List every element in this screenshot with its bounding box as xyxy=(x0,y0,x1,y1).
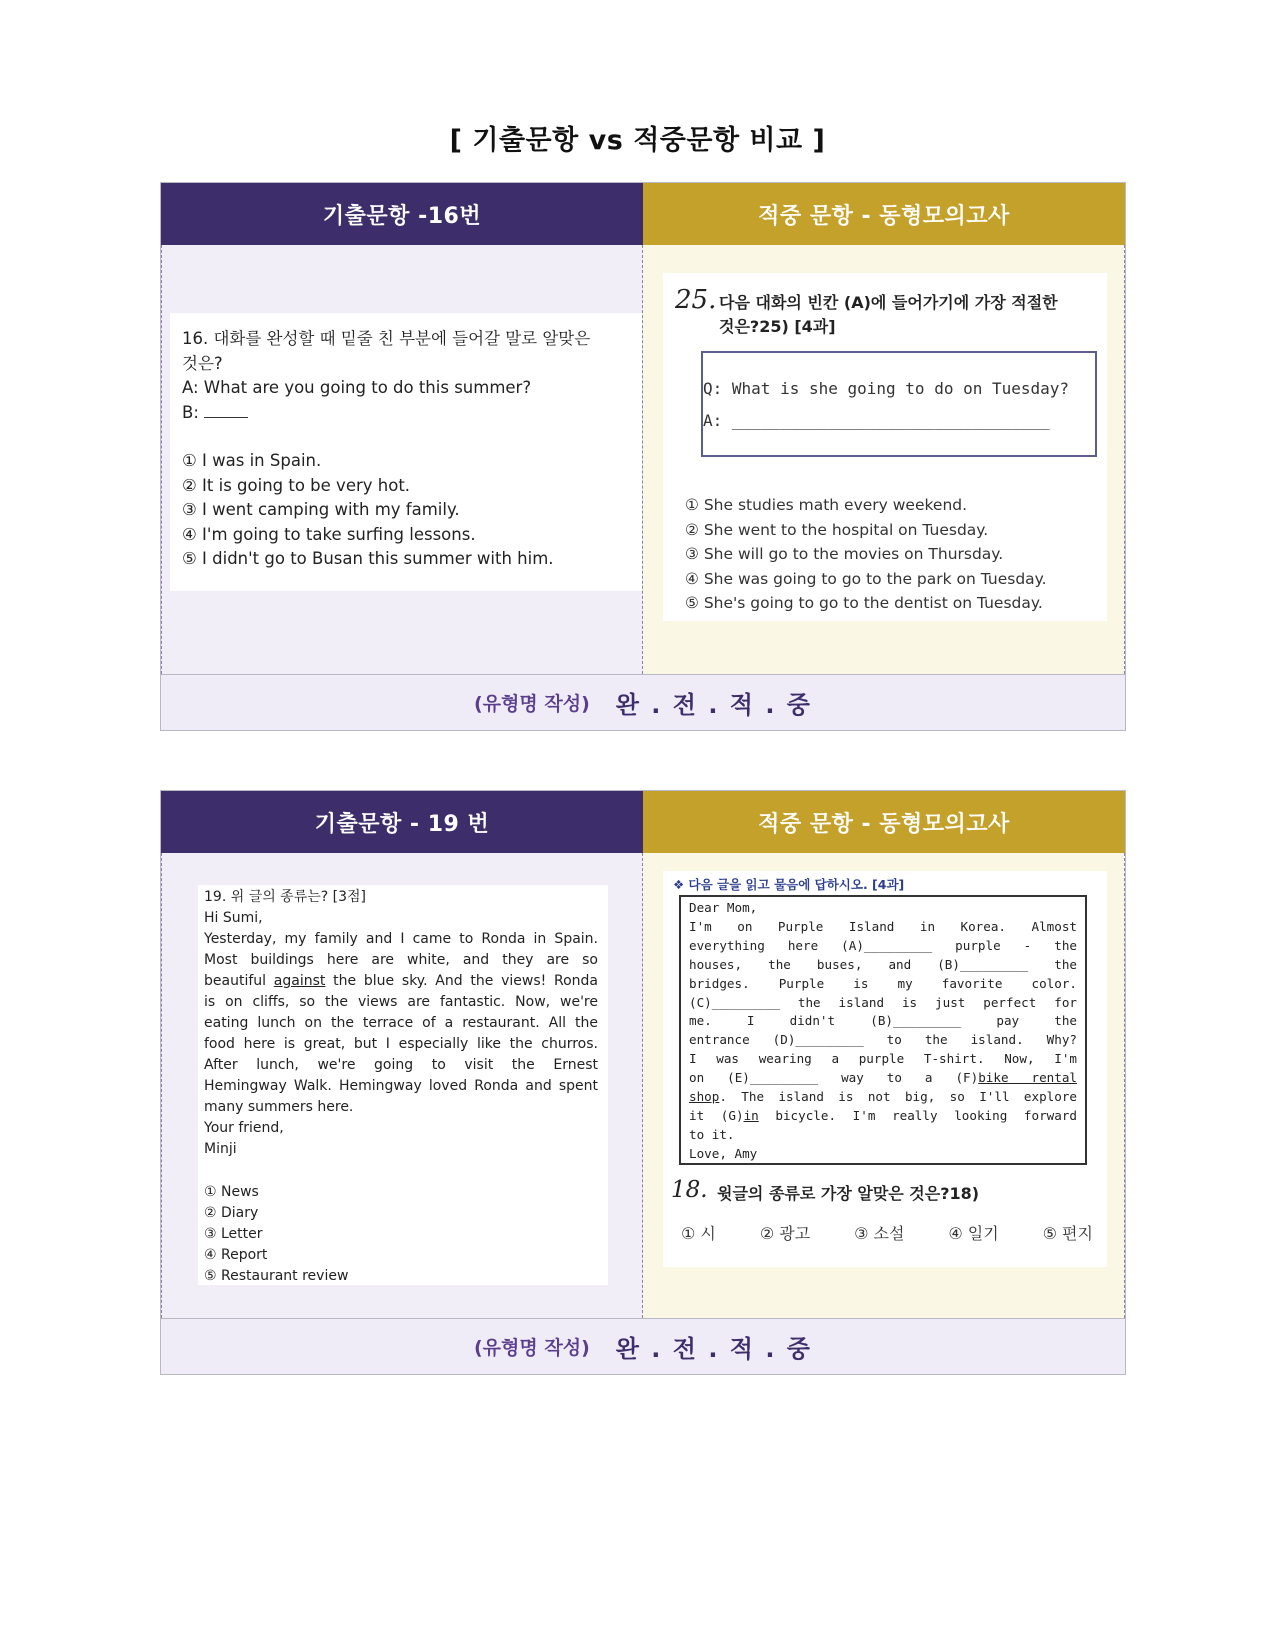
letter-line: Hemingway Walk. Hemingway loved Ronda and spent xyxy=(204,1078,598,1094)
dialog-question: Q: What is she going to do on Tuesday? xyxy=(703,379,1070,398)
option: ③ Letter xyxy=(204,1226,263,1242)
letter-greeting: Hi Sumi, xyxy=(204,910,263,926)
dialog-answer: A: _________________________________ xyxy=(703,411,1050,430)
letter-line: Love, Amy xyxy=(689,1145,758,1161)
letter-line: is on cliffs, so the views are fantastic. Now, we're xyxy=(204,994,598,1010)
letter-line: houses, the buses, and (B)_________ the xyxy=(689,956,1077,972)
type-label: (유형명 작성) xyxy=(474,693,590,715)
underlined-word: in xyxy=(743,1107,759,1123)
option: ① She studies math every weekend. xyxy=(685,496,968,514)
letter-line: entrance (D)_________ to the island. Why? xyxy=(689,1032,1077,1048)
hit-question-card xyxy=(663,871,1107,1267)
comparison-table-1 xyxy=(160,182,1126,731)
option: ③ She will go to the movies on Thursday. xyxy=(685,545,1004,563)
option: ② It is going to be very hot. xyxy=(182,475,411,495)
hit-header: 적중 문항 - 동형모의고사 xyxy=(643,791,1125,853)
question-number: 18. xyxy=(671,1177,708,1203)
exam-cell xyxy=(161,245,643,674)
letter-line: it (G)in bicycle. I'm really looking forward xyxy=(689,1107,1077,1123)
hit-header: 적중 문항 - 동형모의고사 xyxy=(643,183,1125,245)
letter-line: Dear Mom, xyxy=(689,900,758,915)
exam-question-card xyxy=(198,885,608,1285)
question-stem: 다음 대화의 빈칸 (A)에 들어가기에 가장 적절한 것은?25) [4과] xyxy=(719,293,1058,336)
exam-header: 기출문항 - 19 번 xyxy=(161,791,643,853)
exam-question-card xyxy=(170,313,642,591)
question-line xyxy=(182,401,642,426)
option: ⑤ I didn't go to Busan this summer with him. xyxy=(182,549,554,568)
option: ③ 소설 xyxy=(854,1224,905,1243)
option: ② Diary xyxy=(204,1205,259,1221)
letter-signature: Minji xyxy=(204,1141,237,1157)
question-line: 것은? xyxy=(182,353,223,373)
option: ② 광고 xyxy=(759,1224,811,1243)
option: ① 시 xyxy=(681,1224,716,1243)
letter-line: shop. The island is not big, so I'll explore xyxy=(689,1089,1077,1105)
options-list xyxy=(685,493,1047,616)
question-stem: 윗글의 종류로 가장 알맞은 것은?18) xyxy=(717,1184,980,1203)
type-label: (유형명 작성) xyxy=(474,1337,590,1359)
footer-row xyxy=(161,1318,1125,1374)
answer-blank xyxy=(204,406,248,418)
hit-cell xyxy=(643,853,1125,1318)
header-row xyxy=(161,791,1125,853)
option: ① I was in Spain. xyxy=(182,451,322,470)
letter-line: bridges. Purple is my favorite color. xyxy=(689,975,1077,991)
letter-line: I was wearing a purple T-shirt. Now, I'm xyxy=(689,1051,1077,1067)
option: ② She went to the hospital on Tuesday. xyxy=(685,520,989,539)
comparison-table-2 xyxy=(160,790,1126,1375)
underlined-word: shop xyxy=(689,1089,720,1105)
letter-line: beautiful against the blue sky. And the views! Ronda xyxy=(204,973,599,989)
letter-line: on (E)_________ way to a (F)bike rental xyxy=(689,1070,1077,1086)
speaker-b: B: xyxy=(182,402,199,422)
hit-cell xyxy=(643,245,1125,674)
letter-box xyxy=(679,895,1087,1165)
letter-line: After lunch, we're going to visit the Ernest xyxy=(204,1057,598,1073)
body-row xyxy=(161,245,1125,674)
option: ① News xyxy=(204,1184,259,1200)
question-line: A: What are you going to do this summer? xyxy=(182,378,532,397)
option: ④ She was going to go to the park on Tuesday. xyxy=(685,569,1047,588)
letter-line: food here is great, but I especially like the churros. xyxy=(204,1036,598,1052)
page-title: [ 기출문항 vs 적중문항 비교 ] xyxy=(449,125,826,156)
letter-line: Yesterday, my family and I came to Ronda in Spain. xyxy=(204,931,598,947)
letter-line: eating lunch on the terrace of a restaurant. All the xyxy=(204,1015,598,1031)
question-title: 19. 위 글의 종류는? [3점] xyxy=(204,889,366,905)
letter-line: I'm on Purple Island in Korea. Almost xyxy=(689,918,1077,934)
result-stamp: 완 . 전 . 적 . 중 xyxy=(615,1335,812,1363)
letter-line: many summers here. xyxy=(204,1099,354,1115)
letter-line: me. I didn't (B)_________ pay the xyxy=(689,1013,1077,1029)
letter-line: everything here (A)_________ purple - the xyxy=(689,937,1077,953)
option: ⑤ Restaurant review xyxy=(204,1268,349,1284)
letter-line: (C)_________ the island is just perfect for xyxy=(689,994,1077,1010)
underlined-phrase: bike rental xyxy=(978,1070,1077,1086)
option: ③ I went camping with my family. xyxy=(182,500,460,519)
letter-line: to it. xyxy=(689,1126,735,1142)
result-stamp: 완 . 전 . 적 . 중 xyxy=(615,691,812,719)
exam-cell xyxy=(161,853,643,1318)
exam-header: 기출문항 -16번 xyxy=(161,183,643,245)
option: ⑤ She's going to go to the dentist on Tuesday. xyxy=(685,594,1043,612)
option: ④ 일기 xyxy=(948,1224,999,1243)
question-number: 25. xyxy=(675,285,717,315)
body-row xyxy=(161,853,1125,1318)
options-list xyxy=(681,1221,1093,1244)
hit-question-card xyxy=(663,273,1107,621)
option: ④ I'm going to take surfing lessons. xyxy=(182,524,476,544)
option: ⑤ 편지 xyxy=(1042,1224,1093,1243)
letter-line: Most buildings here are white, and they are so xyxy=(204,952,598,968)
question-line: 16. 대화를 완성할 때 밑줄 친 부분에 들어갈 말로 알맞은 xyxy=(182,329,591,348)
instruction: ❖ 다음 글을 읽고 물음에 답하시오. [4과] xyxy=(673,877,905,892)
dialog-box xyxy=(701,351,1097,457)
letter-closing: Your friend, xyxy=(204,1120,284,1136)
header-row xyxy=(161,183,1125,245)
underlined-word: against xyxy=(273,973,326,989)
option: ④ Report xyxy=(204,1247,268,1263)
footer-row xyxy=(161,674,1125,730)
